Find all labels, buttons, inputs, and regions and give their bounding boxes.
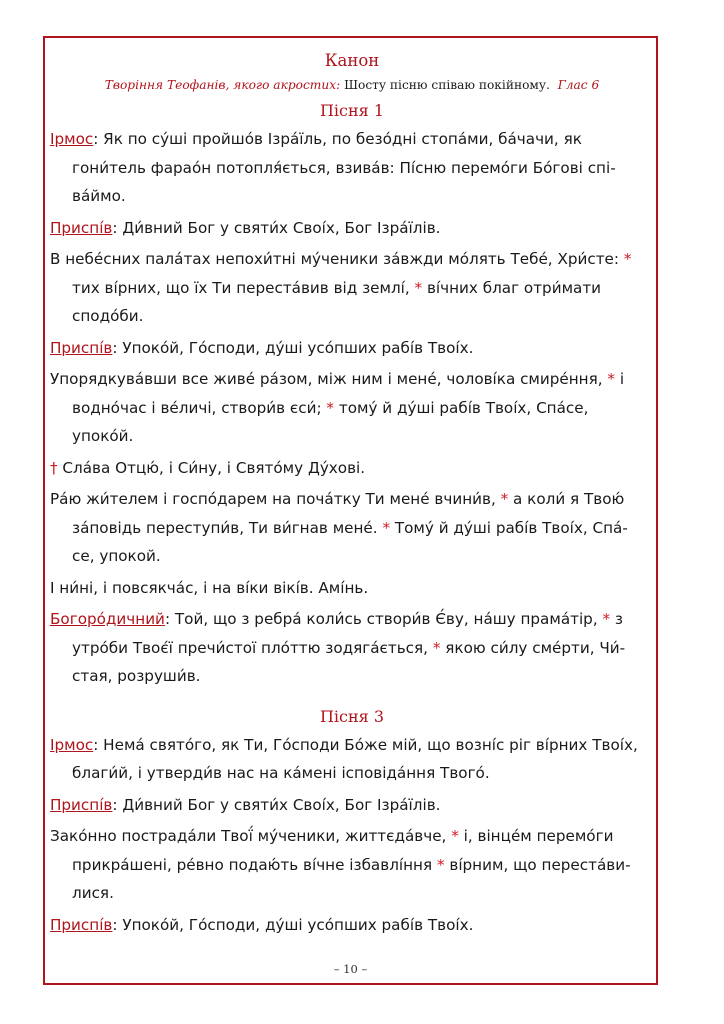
irmos-text: : Нема́ свято́го, як Ти, Го́споди Бо́же мій, що возні́с ріг ві́рних Твоі́х, благи́й, і утверди́в нас на ка́мені ісповіда́ння Твого́. <box>72 735 638 782</box>
song-1-now: І ни́ні, і повсякча́с, і на ві́ки вікі́в. Амі́нь. <box>50 578 369 597</box>
subtitle-glas: Глас 6 <box>557 78 600 92</box>
theotokion-text: : Той, що з ребра́ коли́сь створи́в Є́ву, на́шу прама́тір, <box>164 610 603 628</box>
document-body <box>50 44 654 942</box>
troparion-text: Упорядкува́вши все живе́ ра́зом, між ним і мене́, чолові́ка смире́ння, <box>50 370 608 388</box>
star-mark: * <box>607 370 615 388</box>
song-1-glory <box>50 454 654 483</box>
troparion-text: Ра́ю жи́телем і госпо́дарем на поча́тку Ти мене́ вчини́в, <box>50 490 501 508</box>
refrain-text: : Ди́вний Бог у святи́х Своі́х, Бог Ізра́їлів. <box>112 218 441 237</box>
refrain-text: : Упоко́й, Го́споди, ду́ші усо́пших рабі́в Твоі́х. <box>112 915 474 934</box>
song-3-heading: Пісня 3 <box>319 706 385 726</box>
refrain-label: Приспі́в <box>50 218 113 237</box>
refrain-label: Приспі́в <box>50 915 113 934</box>
troparion-text: тому́ й ду́ші рабі́в Твоі́х, Спа́се, упоко́й. <box>72 398 589 445</box>
subtitle-acrostic: Шосту пісню співаю покійному. <box>340 78 550 92</box>
song-1-refrain-2 <box>50 334 654 363</box>
page-number: – 10 – <box>333 962 368 976</box>
canon-title: Канон <box>324 51 380 70</box>
troparion-text: ві́рним, що переста́ви- лися. <box>72 855 631 902</box>
song-1-theotokion <box>50 605 654 691</box>
irmos-label: Ірмос <box>50 130 94 148</box>
refrain-label: Приспі́в <box>50 795 113 814</box>
star-mark: * <box>602 610 611 628</box>
troparion-text: Тому́ й ду́ші рабі́в Твоі́х, Спа́- се, упокой. <box>72 518 628 565</box>
refrain-text: : Ди́вний Бог у святи́х Своі́х, Бог Ізра́їлів. <box>112 795 441 814</box>
star-mark: * <box>451 827 459 845</box>
star-mark: * <box>436 855 445 874</box>
song-1-heading: Пісня 1 <box>319 101 385 120</box>
troparion-text: ві́чних благ отри́мати сподо́би. <box>72 278 602 325</box>
troparion-text: Зако́нно пострада́ли Твої́ му́ченики, життєда́вче, <box>50 827 452 845</box>
refrain-label: Приспі́в <box>50 338 113 357</box>
glory-text: Сла́ва Отцю́, і Си́ну, і Свято́му Ду́хові. <box>57 458 366 477</box>
canon-subtitle <box>50 74 654 96</box>
theotokion-label: Богоро́дичний <box>50 610 165 628</box>
theotokion-text: з утро́би Твоє́ї пречи́стої пло́ттю зодяга́ється, <box>72 610 623 657</box>
irmos-text: : Як по су́ші пройшо́в Ізра́їль, по безо́дні стопа́ми, ба́чачи, як гони́тель фарао́н потопля́ється, взива́в: Пі́сню перемо́ги Бо́гові спі- ва́ймо. <box>72 130 616 205</box>
troparion-text: і, вінце́м перемо́ги прикра́шені, ре́вно подаю́ть ві́чне ізбавлі́ння <box>72 827 614 874</box>
star-mark: * <box>414 278 423 297</box>
song-1-troparion-3 <box>50 485 654 571</box>
cross-icon: † <box>50 458 58 477</box>
star-mark: * <box>326 398 335 417</box>
song-3-refrain-2 <box>50 911 654 940</box>
star-mark: * <box>432 638 441 657</box>
song-3-troparion-1 <box>50 822 654 908</box>
song-3-refrain-1 <box>50 791 654 820</box>
refrain-text: : Упоко́й, Го́споди, ду́ші усо́пших рабі́в Твоі́х. <box>112 338 474 357</box>
troparion-text: а коли́ я Твою́ за́повідь переступи́в, Ти ви́гнав мене́. <box>72 490 625 537</box>
song-1-irmos <box>50 125 654 211</box>
troparion-text: тих ві́рних, що їх Ти переста́вив від землі́, <box>72 278 415 297</box>
irmos-label: Ірмос <box>50 735 94 754</box>
song-1-troparion-1 <box>50 245 654 331</box>
song-1-refrain-1 <box>50 214 654 243</box>
troparion-text: і водно́час і ве́личі, створи́в єси́; <box>72 370 625 417</box>
star-mark: * <box>623 250 632 268</box>
troparion-text: В небе́сних пала́тах непохи́тні му́ченики за́вжди мо́лять Тебе́, Хри́сте: <box>50 250 624 268</box>
song-1-troparion-2 <box>50 365 654 451</box>
song-3-irmos <box>50 731 654 788</box>
star-mark: * <box>500 490 509 508</box>
subtitle-author: Творіння Теофанів, якого акростих: <box>104 78 341 92</box>
star-mark: * <box>382 518 391 537</box>
theotokion-text: якою си́лу сме́рти, Чи́- стая, розруши́в. <box>72 638 626 685</box>
